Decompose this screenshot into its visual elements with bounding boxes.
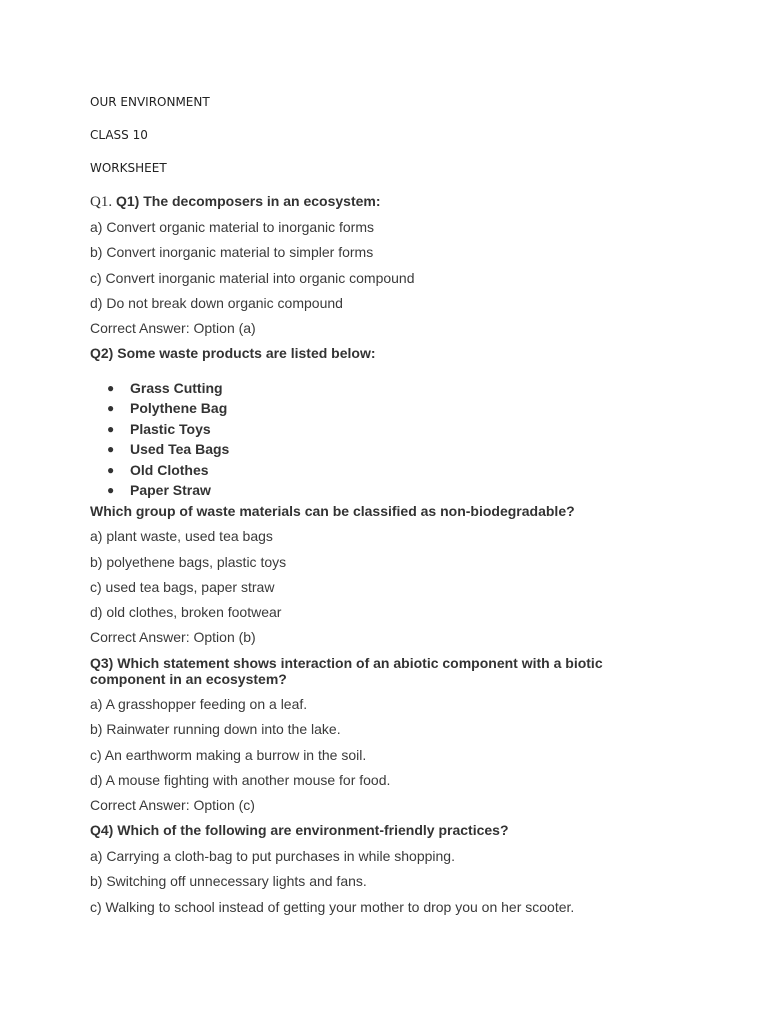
q3-option-b: b) Rainwater running down into the lake. <box>90 721 341 737</box>
question-3: Q3) Which statement shows interaction of an abiotic component with a biotic component in an ecosystem? <box>90 655 603 687</box>
worksheet-label: WORKSHEET <box>90 161 167 175</box>
doc-title: OUR ENVIRONMENT <box>90 95 210 109</box>
question-1 <box>90 193 381 210</box>
bullet-icon: ● <box>107 381 115 395</box>
q3-option-a: a) A grasshopper feeding on a leaf. <box>90 696 308 712</box>
q4-option-b: b) Switching off unnecessary lights and fans. <box>90 873 367 889</box>
q2-correct-answer: Correct Answer: Option (b) <box>90 629 256 645</box>
q3-option-d: d) A mouse fighting with another mouse for food. <box>90 772 391 788</box>
question-1-text: Q1) The decomposers in an ecosystem: <box>115 193 381 209</box>
q4-option-a: a) Carrying a cloth-bag to put purchases in while shopping. <box>90 848 455 864</box>
q2-option-a: a) plant waste, used tea bags <box>90 528 273 544</box>
list-item: ● Plastic Toys <box>90 419 229 439</box>
question-1-number: Q1. <box>90 194 113 210</box>
q2-option-d: d) old clothes, broken footwear <box>90 604 282 620</box>
q2-option-c: c) used tea bags, paper straw <box>90 579 275 595</box>
list-item: ● Grass Cutting <box>90 378 229 398</box>
list-item: ● Polythene Bag <box>90 398 229 418</box>
question-2: Q2) Some waste products are listed below: <box>90 345 376 361</box>
list-item: ● Used Tea Bags <box>90 439 229 459</box>
bullet-icon: ● <box>107 401 115 416</box>
q3-correct-answer: Correct Answer: Option (c) <box>90 797 255 813</box>
q1-correct-answer: Correct Answer: Option (a) <box>90 320 256 336</box>
question-2-subquestion: Which group of waste materials can be classified as non-biodegradable? <box>90 503 575 519</box>
q3-option-c: c) An earthworm making a burrow in the soil. <box>90 747 367 763</box>
q2-option-b: b) polyethene bags, plastic toys <box>90 554 287 570</box>
q1-option-c: c) Convert inorganic material into organic compound <box>90 270 415 286</box>
list-item: ● Paper Straw <box>90 480 229 500</box>
bullet-icon: ● <box>107 482 115 497</box>
class-label: CLASS 10 <box>90 128 148 142</box>
q1-option-a: a) Convert organic material to inorganic forms <box>90 219 375 235</box>
q1-option-b: b) Convert inorganic material to simpler forms <box>90 244 374 260</box>
bullet-icon: ● <box>107 421 115 436</box>
question-4: Q4) Which of the following are environment-friendly practices? <box>90 822 509 838</box>
bullet-icon: ● <box>107 462 115 477</box>
bullet-icon: ● <box>107 442 115 457</box>
q1-option-d: d) Do not break down organic compound <box>90 295 343 311</box>
list-item: ● Old Clothes <box>90 460 229 480</box>
q4-option-c: c) Walking to school instead of getting your mother to drop you on her scooter. <box>90 899 575 915</box>
waste-products-list <box>90 378 229 500</box>
